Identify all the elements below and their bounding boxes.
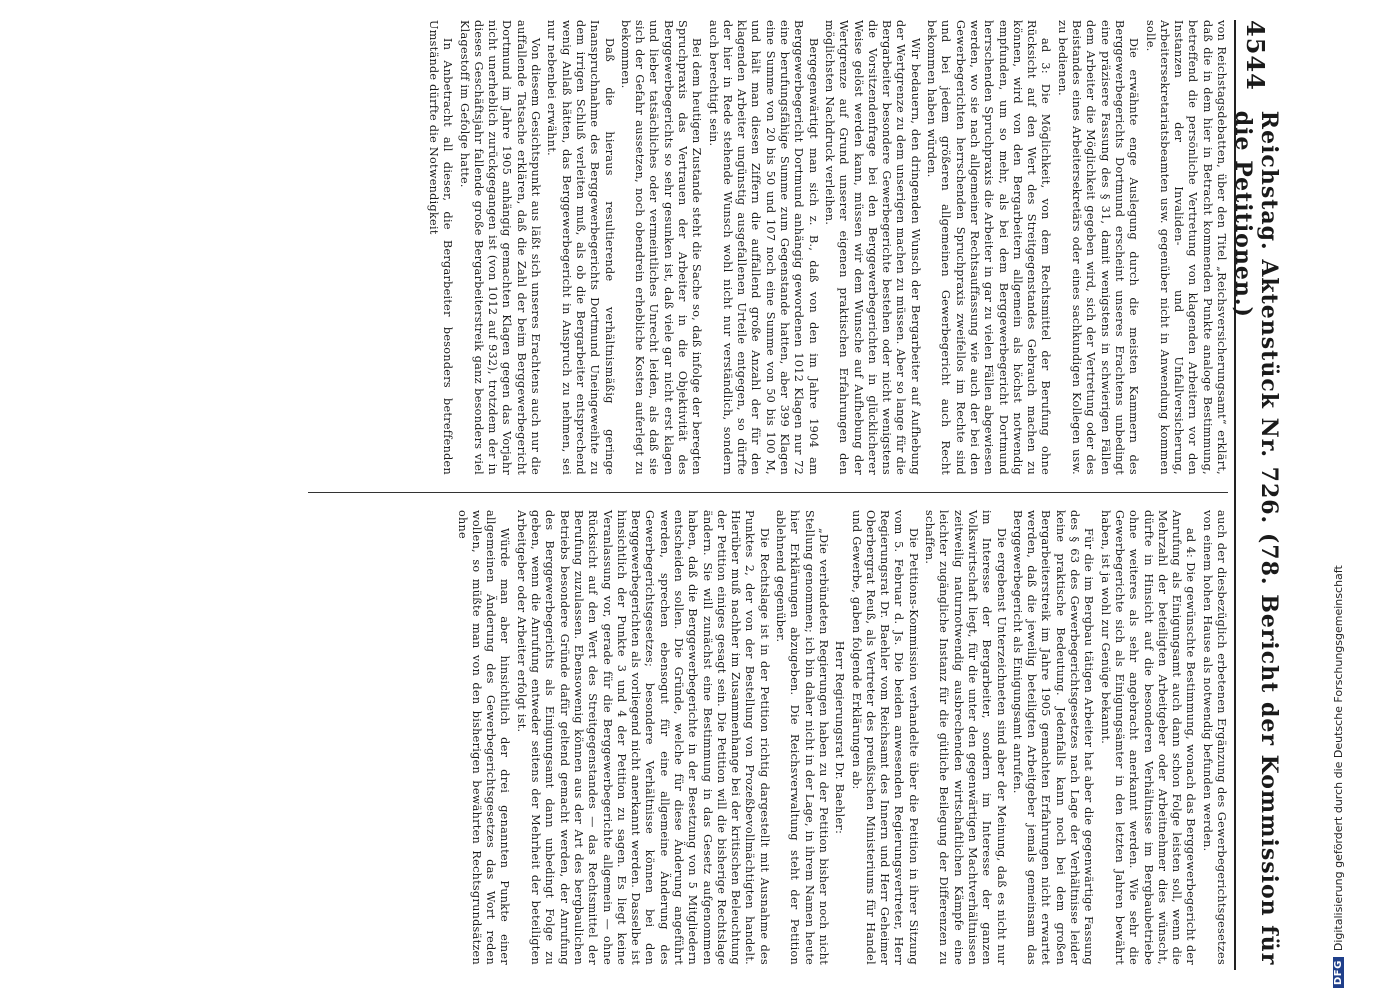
paragraph: Die erwähnte enge Auslegung durch die meisten Kammern des Berggewerbegerichts Dortmund erscheint unseres Erachtens unbedingt eine präzisere Fassung des § 31, damit wenigstens in schwierigen Fällen dem Arbeiter die Möglichkeit gegeben wird, sich der Vertretung oder des Beistandes eines Arbeitersekretärs oder eines sachkundigen Kollegen usw. zu bedienen. xyxy=(1055,20,1141,475)
paragraph: ad 4: Die gewünschte Bestimmung, wonach das Berggewerbegericht der Anrufung als Einigungsamt auch dann schon Folge leisten soll, wenn die Mehrzahl der beteiligten Arbeitgeber oder Arbeitnehmer dies wünscht, dürfte in Hinsicht auf die besonderen Verhältnisse im Bergbaubetriebe ohne weiteres als sehr angebracht anerkannt werden. Wie sehr die Gewerbegerichte sich als Einigungsämter in den letzten Jahren bewährt haben, ist ja wohl zur Genüge bekannt. xyxy=(1098,510,1198,965)
paragraph: von Reichstagsdebatten, über den Titel „Reichsversicherungsamt“ erklärt, daß die in dem hier in Betracht kommenden Punkte analoge Bestimmung, betreffend die persönliche Vertretung von klagenden Arbeitern vor den Instanzen der Invaliden- und Unfallversicherung, Arbeitersekretariatsbeamten usw. gegenüber nicht in Anwendung kommen solle. xyxy=(1143,20,1228,475)
paragraph: „Die verbündeten Regierungen haben zu der Petition bisher noch nicht Stellung genommen; ich bin daher nicht in der Lage, in ihrem Namen heute hier Erklärungen abzugeben. Die Reichsverwaltung steht der Petition ablehnend gegenüber. xyxy=(774,510,830,965)
paragraph: Die ergebenst Unterzeichneten sind aber der Meinung, daß es nicht nur im Interesse der Bergarbeiter, sondern im Interesse der ganzen Volkswirtschaft liegt, für die unter den gegenwärtigen Machtverhältnissen zeitweilig naturnotwendig ausbrechenden wirtschaftlichen Kämpfe eine leichter zugängliche Instanz für die gütliche Beilegung der Differenzen zu schaffen. xyxy=(923,510,1008,965)
page-title: Reichstag. Aktenstück Nr. 726. (78. Bericht der Kommission für die Petitionen.) xyxy=(1230,110,1282,966)
page-number: 4544 xyxy=(1241,20,1271,91)
paragraph: Für die im Bergbau tätigen Arbeiter hat aber die gegenwärtige Fassung des § 63 des Gewerbegerichtsgesetzes nach Lage der Verhältnisse leider keine praktische Bedeutung. Jedenfalls kann noch bei dem großen Bergarbeiterstreik im Jahre 1905 gemachten Erfahrungen nicht erwartet werden, daß die jeweilig beteiligten Arbeitgeber jemals gemeinsam das Berggewerbegericht als Einigungsamt anrufen. xyxy=(1010,510,1096,965)
page-header xyxy=(1230,20,1282,970)
digitization-credit xyxy=(1328,0,1348,1000)
paragraph: auch der diesbezüglich erbetenen Ergänzung des Gewerbegerichtsgesetzes von einem hohen Hause als notwendig befunden werden. xyxy=(1200,510,1228,965)
column-divider xyxy=(308,492,1228,493)
right-column xyxy=(452,510,1228,965)
paragraph: In Anbetracht all dieser, die Bergarbeiter besonders betreffenden Umstände dürfte die Notwendigkeit xyxy=(426,20,455,475)
paragraph: Von diesem Gesichtspunkt aus läßt sich unseres Erachtens auch nur die auffallende Tatsache erklären, daß die Zahl der beim Berggewerbegericht Dortmund im Jahre 1905 anhängig gemachten Klagen gegen das Vorjahr nicht unerheblich zurückgegangen ist (von 1012 auf 932), trotzdem der in dieses Geschäftsjahr fallende große Bergarbeiterstreik ganz besonders viel Klagestoff im Gefolge hatte. xyxy=(457,20,543,475)
dfg-logo: DFG xyxy=(1333,957,1344,988)
paragraph: ad 3: Die Möglichkeit, von dem Rechtsmittel der Berufung ohne Rücksicht auf den Wert des Streitgegenstandes Gebrauch machen zu können, wird von den Bergarbeitern allgemein als höchst notwendig empfunden, um so mehr, als bei dem Berggewerbegericht Dortmund herrschenden Spruchpraxis die Arbeiter in gar zu vielen Fällen abgewiesen werden, wo sie nach allgemeiner Rechtsauffassung wie auch der bei den Gewerbegerichten herrschenden Spruchpraxis zweifellos im Rechte sind und bei jedem größeren allgemeinen Gewerbegericht auch Recht bekommen haben würden. xyxy=(925,20,1053,475)
speaker-heading: Herr Regierungsrat Dr. Baehler: xyxy=(833,640,847,835)
paragraph: Die Rechtslage ist in der Petition richtig dargestellt mit Ausnahme des Punktes 2, der von der Bestellung von Prozeßbevollmächtigten handelt. Hierüber muß nachher im Zusammenhange bei der kritischen Beleuchtung der Petition einiges gesagt sein. Die Petition will die bisherige Rechtslage ändern. Sie will zunächst eine Bestimmung in das Gesetz aufgenommen haben, daß die Berggewerbegerichte in der Besetzung von 5 Mitgliedern entscheiden sollen. Die Gründe, welche für diese Änderung angeführt werden, sprechen ebensogut für eine allgemeine Änderung des Gewerbegerichtsgesetzes; besondere Verhältnisse können bei den Berggewerbegerichten als vorliegend nicht anerkannt werden. Dasselbe ist hinsichtlich der Punkte 3 und 4 der Petition zu sagen. Es liegt keine Veranlassung vor, gerade für die Berggewerbegerichte allgemein — ohne Rücksicht auf den Wert des Streitgegenstandes — das Rechtsmittel der Berufung zuzulassen. Ebensowenig können aus der Art des bergbaulichen Betriebs besondere Gründe dafür geltend gemacht werden, der Anrufung des Berggewerbegerichts als Einigungsamt dann unbedingt Folge zu geben, wenn die Anrufung entweder seitens der Mehrheit der beteiligten Arbeitgeber oder Arbeiter erfolgt ist. xyxy=(514,510,771,965)
credit-text: Digitalisierung gefördert durch die Deutsche Forschungsgemeinschaft xyxy=(1331,565,1345,952)
paragraph: Wir bedauern, den dringenden Wunsch der Bergarbeiter auf Aufhebung der Wertgrenze zu dem unserigen machen zu müssen. Aber so lange für die Bergarbeiter besondere Gewerbegerichte bestehen oder nicht wenigstens die Vorsitzendenfrage bei den Berggewerbegerichten in glücklicherer Weise gelöst werden kann, müssen wir dem Wunsche auf Aufhebung der Wertgrenze auf Grund unserer eigenen praktischen Erfahrungen den möglichsten Nachdruck verleihen. xyxy=(822,20,922,475)
paragraph: Die Petitions-Kommission verhandelte über die Petition in ihrer Sitzung vom 5. Februar d. Js. Die beiden anwesenden Regierungsvertreter, Herr Regierungsrat Dr. Baehler vom Reichsamt des Innern und Herr Geheimer Oberbergrat Reuß, als Vertreter des preußischen Ministeriums für Handel und Gewerbe, gaben folgende Erklärungen ab: xyxy=(849,510,920,965)
paragraph: Würde man aber hinsichtlich der drei genannten Punkte einer allgemeinen Änderung des Gewerbegerichtsgesetzes das Wort reden wollen, so müßte man von den bisherigen bewährten Rechtsgrundsätzen ohne xyxy=(455,510,512,965)
left-column xyxy=(424,20,1228,475)
paragraph: Bei dem heutigen Zustande steht die Sache so, daß infolge der beregten Spruchpraxis das Vertrauen der Arbeiter in die Objektivität des Berggewerbegerichts so sehr gesunken ist, daß viele gar nicht erst klagen und lieber tatsächliches oder vermeintliches Unrecht leiden, als daß sie sich der Gefahr aussetzen, noch obendrein erhebliche Kosten auferlegt zu bekommen. xyxy=(618,20,704,475)
paragraph: Daß die hieraus resultierende verhältnismäßig geringe Inanspruchnahme des Berggewerbegerichts Dortmund Uneingeweihte zu dem irrigen Schluß verleiten muß, als ob die Bergarbeiter entsprechend wenig Anlaß hätten, das Berggewerbegericht in Anspruch zu nehmen, sei nur nebenbei erwähnt. xyxy=(545,20,616,475)
paragraph: Bergegenwärtigt man sich z. B., daß von den im Jahre 1904 am Berggewerbegericht Dortmund anhängig gewordenen 1012 Klagen nur 72 eine berufungsfähige Summe zum Gegenstande hatten, aber 399 Klagen eine Summe von 20 bis 50 und 107 noch eine Summe von 50 bis 100 M, und hält man diesen Ziffern die auffallend große Anzahl der für den klagenden Arbeiter ungünstig ausgefallenen Urteile entgegen, so dürfte der hier in Rede stehende Wunsch wohl nicht nur verständlich, sondern auch berechtigt sein. xyxy=(706,20,820,475)
